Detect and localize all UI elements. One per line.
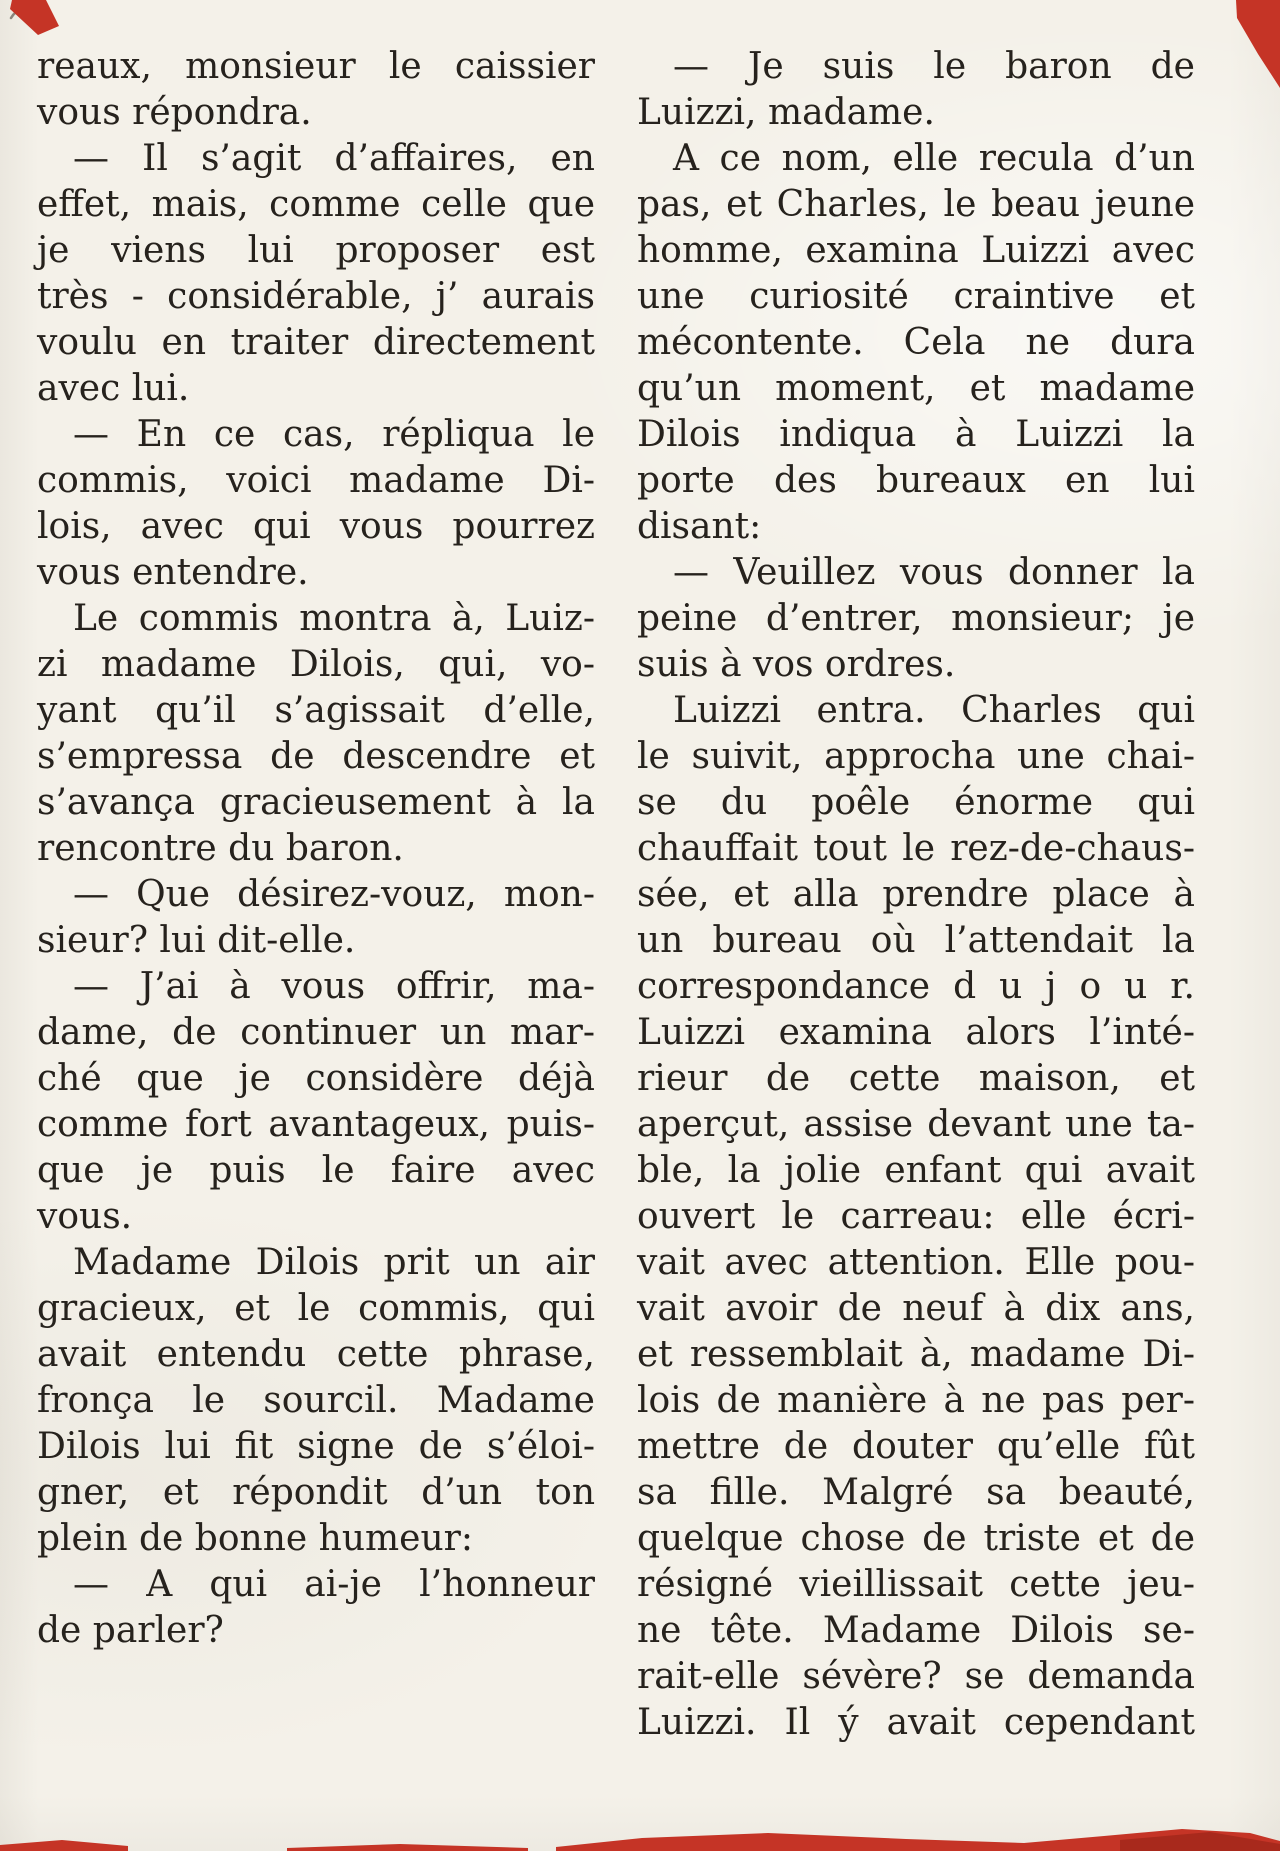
text-line: ble, la jolie enfant qui avait [637,1150,1195,1191]
text-line: Luizzi entra. Charles qui [673,690,1195,731]
red-stain-bottom-middle [287,1844,528,1851]
text-line: que je puis le faire avec [37,1150,595,1191]
text-line: gracieux, et le commis, qui [37,1288,595,1329]
text-line: effet, mais, comme celle que [37,184,595,225]
text-line: gner, et répondit d’un ton [37,1472,595,1513]
text-line: plein de bonne humeur: [37,1518,473,1559]
text-line: — Veuillez vous donner la [673,552,1195,593]
text-line: une curiosité craintive et [637,276,1195,317]
text-line: fronça le sourcil. Madame [37,1380,595,1421]
text-line: comme fort avantageux, puis- [37,1104,595,1145]
text-line: rencontre du baron. [37,828,404,869]
red-stain-top-right [1236,0,1280,88]
red-stain-bottom-right-dark [1120,1832,1280,1851]
text-line: homme, examina Luizzi avec [637,230,1195,271]
text-line: lois de manière à ne pas per- [637,1380,1195,1421]
text-line: avec lui. [37,368,190,409]
text-line: Luizzi examina alors l’inté- [637,1012,1195,1053]
red-stain-top-left [10,0,59,35]
text-line: s’avança gracieusement à la [37,782,595,823]
text-line: — En ce cas, répliqua le [73,414,595,455]
text-line: Dilois lui fit signe de s’éloi- [37,1426,595,1467]
text-line: chauffait tout le rez-de-chaus- [637,828,1195,869]
text-line: quelque chose de triste et de [637,1518,1195,1559]
text-line: de parler? [37,1610,224,1651]
text-line: vait avoir de neuf à dix ans, [637,1288,1195,1329]
text-line: Dilois indiqua à Luizzi la [637,414,1195,455]
text-line: sa fille. Malgré sa beauté, [637,1472,1195,1513]
text-line: pas, et Charles, le beau jeune [637,184,1195,225]
text-line: — J’ai à vous offrir, ma- [73,966,595,1007]
text-line: commis, voici madame Di- [37,460,595,501]
text-line: rieur de cette maison, et [637,1058,1195,1099]
red-stain-bottom-left [0,1840,128,1851]
text-column-left [37,44,595,1654]
text-line: voulu en traiter directement [37,322,595,363]
text-line: suis à vos ordres. [637,644,956,685]
text-line: ne tête. Madame Dilois se- [637,1610,1195,1651]
text-line: correspondance d u j o u r. [637,966,1195,1007]
text-line: sieur? lui dit-elle. [37,920,356,961]
text-line: qu’un moment, et madame [637,368,1195,409]
text-line: vous entendre. [37,552,309,593]
text-line: dame, de continuer un mar- [37,1012,595,1053]
text-line: le suivit, approcha une chai- [637,736,1195,777]
text-line: très - considérable, j’ aurais [37,276,595,317]
text-line: lois, avec qui vous pourrez [37,506,595,547]
text-line: — A qui ai-je l’honneur [73,1564,595,1605]
text-line: porte des bureaux en lui [637,460,1195,501]
text-line: Le commis montra à, Luiz- [73,598,595,639]
text-line: s’empressa de descendre et [37,736,595,777]
text-line: — Il s’agit d’affaires, en [73,138,595,179]
text-line: vous répondra. [37,92,312,133]
text-line: Luizzi. Il ý avait cependant [637,1702,1195,1743]
text-line: vait avec attention. Elle pou- [637,1242,1195,1283]
red-stain-bottom-right [556,1829,1280,1851]
text-line: yant qu’il s’agissait d’elle, [37,690,595,731]
text-line: peine d’entrer, monsieur; je [637,598,1195,639]
pencil-speck [11,9,22,18]
text-line: ouvert le carreau: elle écri- [637,1196,1195,1237]
text-line: disant: [637,506,762,547]
text-line: vous. [37,1196,133,1237]
text-line: je viens lui proposer est [37,230,595,271]
text-line: — Je suis le baron de [673,46,1195,87]
text-line: avait entendu cette phrase, [37,1334,595,1375]
text-line: rait-elle sévère? se demanda [637,1656,1195,1697]
text-line: mécontente. Cela ne dura [637,322,1195,363]
text-line: reaux, monsieur le caissier [37,46,595,87]
text-line: aperçut, assise devant une ta- [637,1104,1195,1145]
text-line: zi madame Dilois, qui, vo- [37,644,595,685]
text-line: sée, et alla prendre place à [637,874,1195,915]
text-line: se du poêle énorme qui [637,782,1195,823]
text-line: et ressemblait à, madame Di- [637,1334,1195,1375]
text-column-right [637,44,1195,1746]
text-line: résigné vieillissait cette jeu- [637,1564,1195,1605]
text-line: A ce nom, elle recula d’un [673,138,1195,179]
text-line: Luizzi, madame. [637,92,935,133]
text-line: ché que je considère déjà [37,1058,595,1099]
text-line: un bureau où l’attendait la [637,920,1195,961]
text-line: Madame Dilois prit un air [73,1242,595,1283]
text-line: mettre de douter qu’elle fût [637,1426,1195,1467]
text-line: — Que désirez-vouz, mon- [73,874,595,915]
